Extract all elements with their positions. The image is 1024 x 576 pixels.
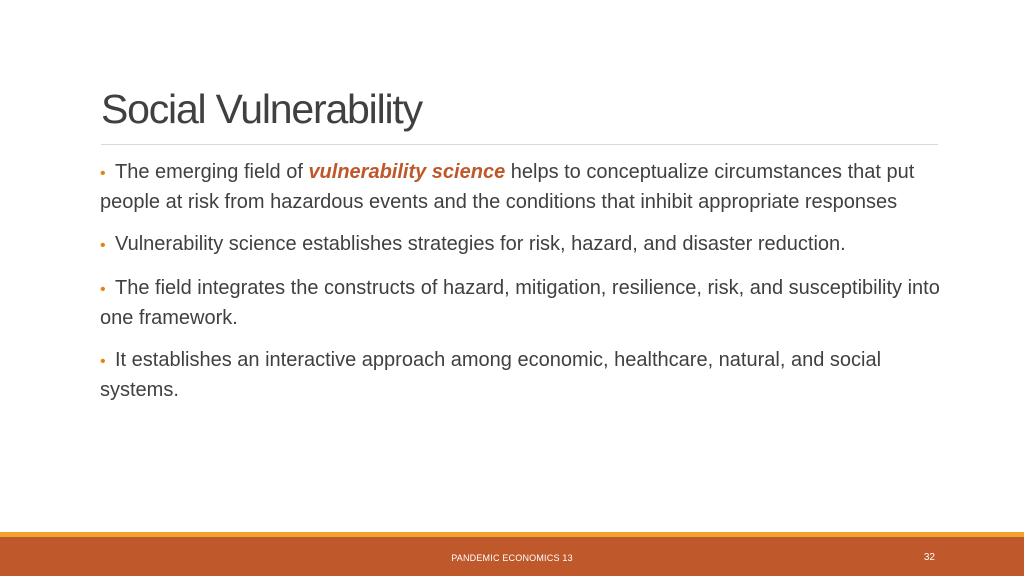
footer-label: PANDEMIC ECONOMICS 13 [451, 553, 573, 563]
bullet-text: Vulnerability science establishes strategies for risk, hazard, and disaster reduction. [115, 233, 846, 255]
bullet-list [92, 158, 942, 418]
emphasis-term: vulnerability science [308, 161, 506, 183]
bullet-marker: • [100, 237, 106, 254]
bullet-item [92, 274, 942, 332]
bullet-marker: • [100, 281, 106, 298]
bullet-item [92, 230, 942, 260]
title-divider [101, 144, 938, 145]
bullet-text: The field integrates the constructs of hazard, mitigation, resilience, risk, and susceptibility into one framework. [100, 277, 940, 329]
bullet-text: helps to conceptualize circumstances that put people at risk from hazardous events and the conditions that inhibit appropriate responses [100, 161, 915, 213]
bullet-item [92, 158, 942, 216]
bullet-item [92, 346, 942, 404]
bullet-marker: • [100, 353, 106, 370]
slide-title: Social Vulnerability [101, 86, 422, 132]
bullet-text: It establishes an interactive approach among economic, healthcare, natural, and social systems. [100, 349, 882, 401]
bullet-marker: • [100, 165, 106, 182]
bullet-text: The emerging field of [115, 161, 309, 183]
slide-number: 32 [923, 552, 935, 563]
